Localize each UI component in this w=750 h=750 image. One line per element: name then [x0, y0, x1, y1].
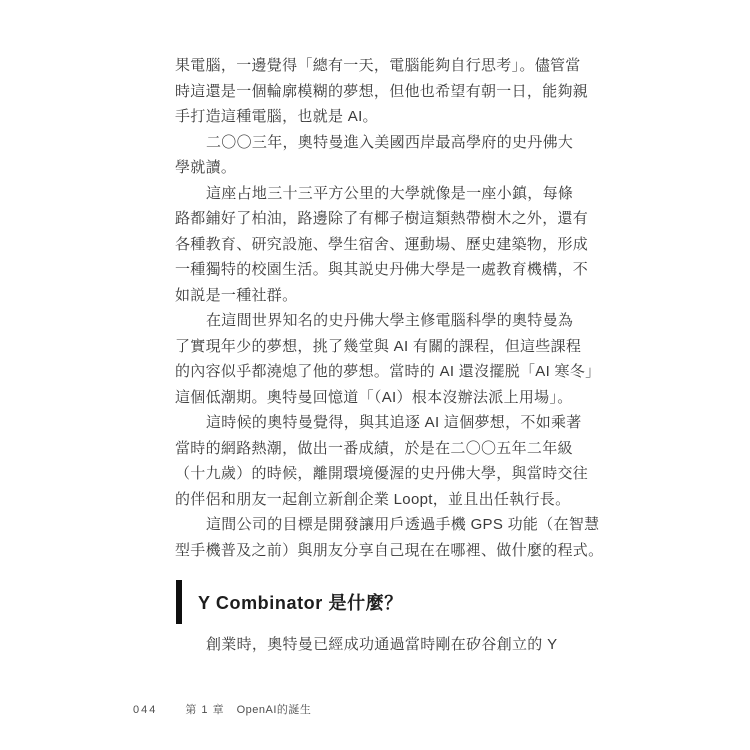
body-text-line: 路都鋪好了柏油，路邊除了有椰子樹這類熱帶樹木之外，還有 — [175, 210, 589, 227]
body-text-line: 這座占地三十三平方公里的大學就像是一座小鎮，每條 — [206, 184, 574, 202]
body-text-line: （十九歲）的時候，離開環境優渥的史丹佛大學，與當時交往 — [175, 465, 589, 482]
body-text-line: 如説是一種社群。 — [175, 286, 298, 304]
body-text-line: 型手機普及之前）與朋友分享自己現在在哪裡、做什麼的程式。 — [175, 541, 604, 559]
body-text-line: 果電腦，一邊覺得「總有一天，電腦能夠自行思考」。儘管當 — [175, 57, 581, 74]
heading-accent-bar — [176, 580, 182, 624]
body-text-line: 這間公司的目標是開發讓用戶透過手機 GPS 功能（在智慧 — [206, 516, 600, 533]
body-text-line: 這時候的奧特曼覺得，與其追逐 AI 這個夢想，不如乘著 — [206, 414, 582, 431]
body-text-line: 的伴侶和朋友一起創立新創企業 Loopt，並且出任執行長。 — [175, 490, 571, 508]
page-footer — [133, 703, 311, 717]
body-text-line: 的內容似乎都澆熄了他的夢想。當時的 AI 還沒擺脱「AI 寒冬」 — [175, 363, 601, 380]
body-text-line: 了實現年少的夢想，挑了幾堂與 AI 有關的課程，但這些課程 — [175, 337, 582, 355]
body-text-line: 在這間世界知名的史丹佛大學主修電腦科學的奧特曼為 — [206, 312, 574, 329]
body-text-line: 手打造這種電腦，也就是 AI。 — [175, 108, 378, 125]
section-heading: Y Combinator 是什麼？ — [198, 593, 403, 613]
body-text-line: 各種教育、研究設施、學生宿舍、運動場、歷史建築物，形成 — [175, 235, 589, 253]
body-text-column — [175, 53, 604, 658]
body-text-line: 這個低潮期。奧特曼回憶道「（AI）根本沒辦法派上用場」。 — [175, 388, 573, 406]
chapter-label: 第 1 章 — [185, 704, 225, 716]
body-text-line: 當時的網路熱潮，做出一番成績，於是在二〇〇五年二年級 — [175, 439, 573, 457]
body-text-line: 一種獨特的校園生活。與其説史丹佛大學是一處教育機構，不 — [175, 261, 589, 278]
body-text-line: 學就讀。 — [175, 159, 237, 176]
section-heading-row — [175, 579, 589, 625]
body-text-line: 二〇〇三年，奧特曼進入美國西岸最高學府的史丹佛大 — [206, 133, 574, 151]
body-text-line: 時這還是一個輪廓模糊的夢想，但他也希望有朝一日，能夠親 — [175, 82, 589, 100]
page-number: 044 — [133, 704, 158, 716]
body-text-line: 創業時，奧特曼已經成功通過當時剛在矽谷創立的 Y — [206, 636, 558, 653]
chapter-title: OpenAI的誕生 — [236, 704, 312, 716]
